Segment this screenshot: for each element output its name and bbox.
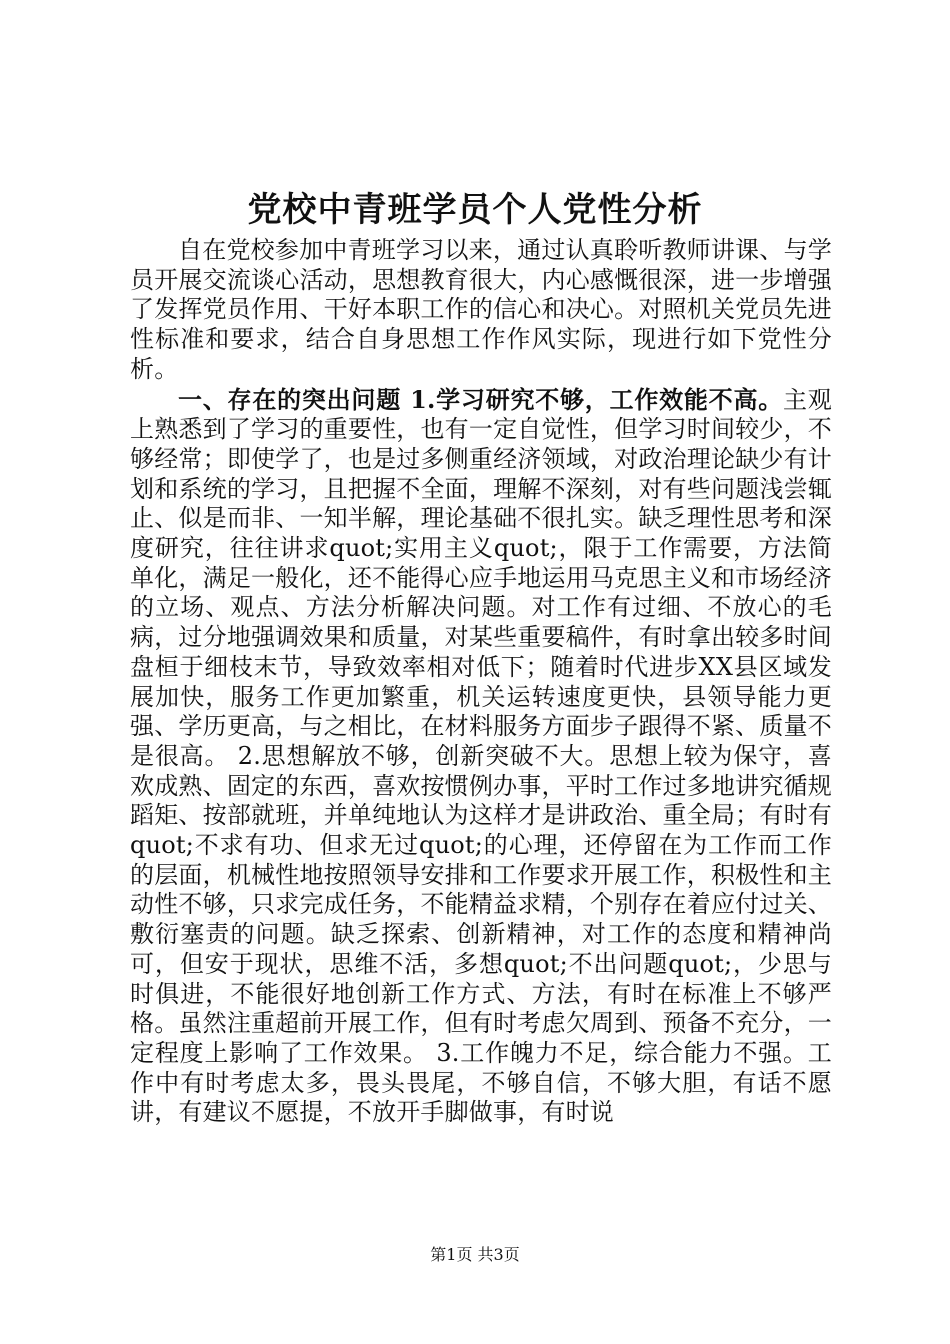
- page-footer: 第1页 共3页: [430, 1245, 520, 1264]
- problems-paragraph-text: 主观上熟悉到了学习的重要性，也有一定自觉性，但学习时间较少，不够经常；即使学了，也是过多侧重经济领域，对政治理论缺少有计划和系统的学习，且把握不全面，理解不深刻，对有些问题浅尝辄止、似是而非、一知半解，理论基础不很扎实。缺乏理性思考和深度研究，往往讲求quot;实用主义quot;，限于工作需要，方法简单化，满足一般化，还不能得心应手地运用马克思主义和市场经济的立场、观点、方法分析解决问题。对工作有过细、不放心的毛病，过分地强调效果和质量，对某些重要稿件，有时拿出较多时间盘桓于细枝末节，导致效率相对低下；随着时代进步XX县区域发展加快，服务工作更加繁重，机关运转速度更快，县领导能力更强、学历更高，与之相比，在材料服务方面步子跟得不紧、质量不是很高。 2.思想解放不够，创新突破不大。思想上较为保守，喜欢成熟、固定的东西，喜欢按惯例办事，平时工作过多地讲究循规蹈矩、按部就班，并单纯地认为这样才是讲政治、重全局；有时有quot;不求有功、但求无过quot;的心理，还停留在为工作而工作的层面，机械性地按照领导安排和工作要求开展工作，积极性和主动性不够，只求完成任务，不能精益求精，个别存在着应付过关、敷衍塞责的问题。缺乏探索、创新精神，对工作的态度和精神尚可，但安于现状，思维不活，多想quot;不出问题quot;，少思与时俱进，不能很好地创新工作方式、方法，有时在标准上不够严格。虽然注重超前开展工作，但有时考虑欠周到、预备不充分，一定程度上影响了工作效果。 3.工作魄力不足，综合能力不强。工作中有时考虑太多，畏头畏尾，不够自信，不够大胆，有话不愿讲，有建议不愿提，不放开手脚做事，有时说: [130, 385, 833, 1127]
- problems-paragraph: [130, 385, 832, 1129]
- document-title: 党校中青班学员个人党性分析: [247, 190, 703, 230]
- section-heading: 一、存在的突出问题 1.学习研究不够，工作效能不高。: [178, 384, 784, 414]
- intro-paragraph: [130, 236, 832, 385]
- intro-paragraph-text: 自在党校参加中青班学习以来，通过认真聆听教师讲课、与学员开展交流谈心活动，思想教育很大，内心感慨很深，进一步增强了发挥党员作用、干好本职工作的信心和决心。对照机关党员先进性标准和要求，结合自身思想工作作风实际，现进行如下党性分析。: [130, 236, 832, 383]
- document-body: [130, 236, 832, 1128]
